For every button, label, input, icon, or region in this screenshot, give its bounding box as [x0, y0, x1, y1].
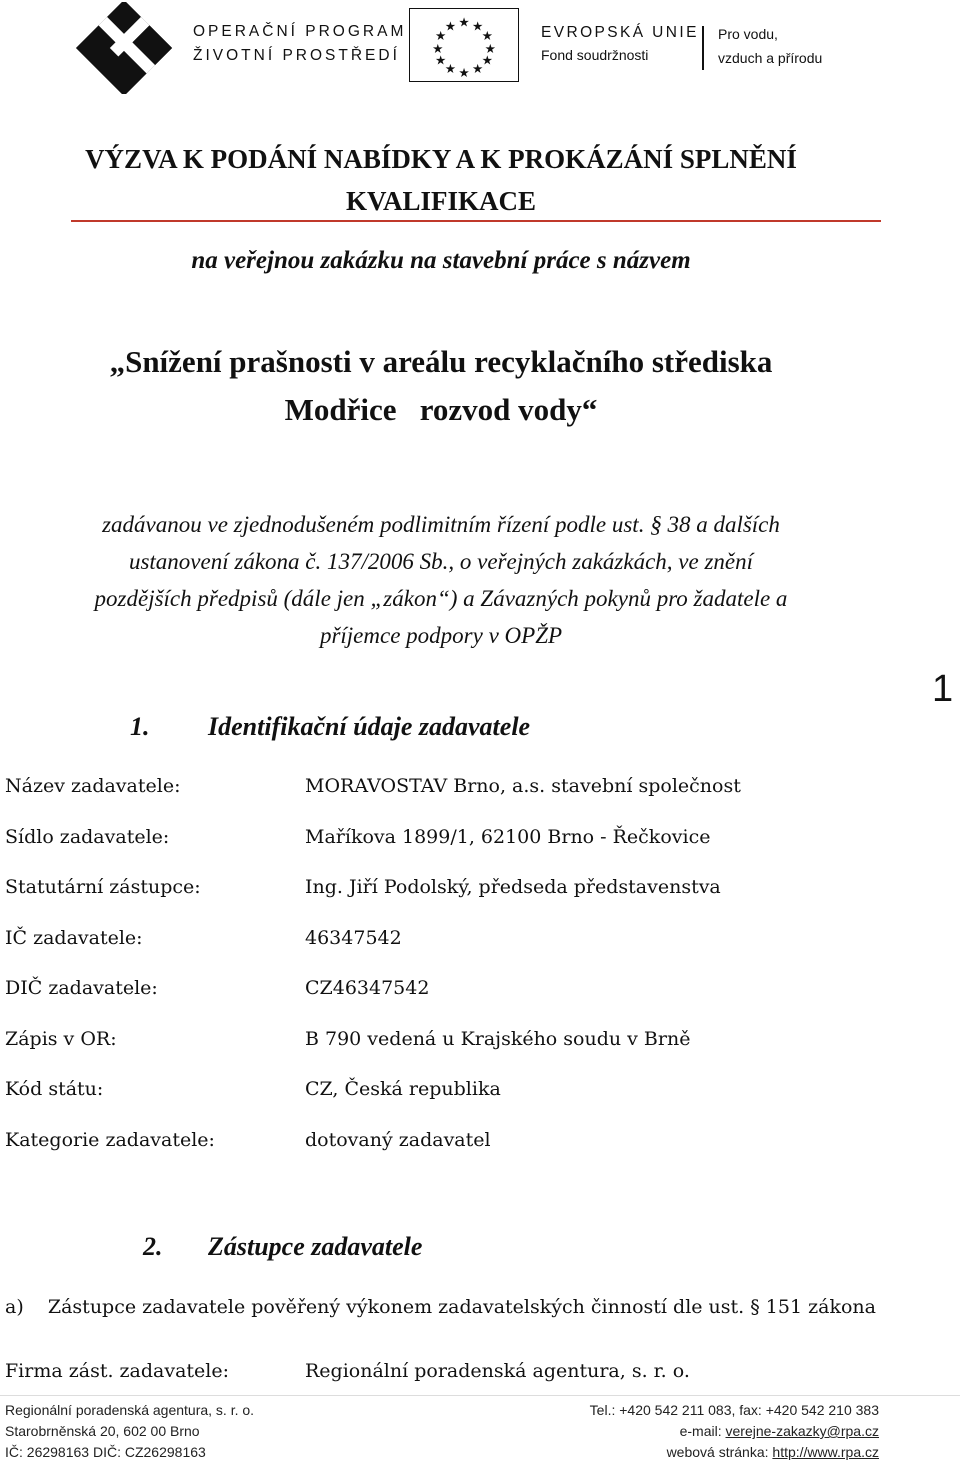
footer-email-prefix: e-mail:	[679, 1423, 726, 1439]
label-nazev: Název zadavatele:	[5, 775, 181, 797]
svg-text:★: ★	[471, 18, 484, 34]
label-sidlo: Sídlo zadavatele:	[5, 826, 170, 848]
procedure-line3: pozdějších předpisů (dále jen „zákon“) a Závazných pokynů pro žadatele a	[94, 586, 788, 611]
eu-line2: Fond soudržnosti	[541, 47, 649, 63]
value-kod-statu: CZ, Česká republika	[305, 1078, 501, 1100]
footer-company-name: Regionální poradenská agentura, s. r. o.	[5, 1402, 255, 1418]
section2-paragraph-a: a) Zástupce zadavatele pověřený výkonem zadavatelských činností dle ust. § 151 zákona	[5, 1296, 876, 1318]
svg-text:★: ★	[434, 52, 447, 68]
procedure-line4: příjemce podpory v OPŽP	[319, 623, 563, 648]
footer-web-link[interactable]: http://www.rpa.cz	[772, 1444, 879, 1460]
svg-text:★: ★	[481, 28, 494, 44]
value-kategorie: dotovaný zadavatel	[305, 1129, 491, 1151]
op-program-name	[193, 20, 406, 68]
document-title	[0, 138, 882, 222]
svg-text:★: ★	[444, 61, 457, 77]
eu-flag-icon	[409, 8, 519, 82]
footer-phone: Tel.: +420 542 211 083, fax: +420 542 210 383	[589, 1402, 879, 1418]
value-ic: 46347542	[305, 927, 402, 949]
footer-ids: IČ: 26298163 DIČ: CZ26298163	[5, 1444, 206, 1460]
eu-fund-name	[541, 22, 699, 66]
op-line2: ŽIVOTNÍ PROSTŘEDÍ	[193, 47, 400, 64]
footer-company	[5, 1400, 254, 1463]
section1-number: 1.	[130, 712, 150, 741]
eu-line1: EVROPSKÁ UNIE	[541, 24, 699, 41]
document-subtitle: na veřejnou zakázku na stavební práce s názvem	[191, 247, 691, 274]
value-nazev: MORAVOSTAV Brno, a.s. stavební společnost	[305, 775, 741, 797]
title-line2: KVALIFIKACE	[345, 186, 537, 216]
project-line1: „Snížení prašnosti v areálu recyklačního střediska	[109, 344, 773, 379]
section2-number: 2.	[143, 1232, 163, 1261]
procedure-description	[20, 506, 862, 654]
label-or: Zápis v OR:	[5, 1028, 117, 1050]
svg-text:★: ★	[444, 18, 457, 34]
value-firma: Regionální poradenská agentura, s. r. o.	[305, 1360, 690, 1382]
svg-text:★: ★	[481, 52, 494, 68]
label-kod-statu: Kód státu:	[5, 1078, 104, 1100]
footer-email-line	[590, 1421, 879, 1442]
slogan-line2: vzduch a přírodu	[718, 50, 823, 66]
slogan-line1: Pro vodu,	[718, 26, 778, 42]
value-statutar: Ing. Jiří Podolský, předseda představenstva	[305, 876, 721, 898]
footer-contact	[590, 1400, 879, 1463]
project-name	[0, 338, 882, 434]
label-firma: Firma zást. zadavatele:	[5, 1360, 230, 1382]
label-kategorie: Kategorie zadavatele:	[5, 1129, 215, 1151]
section2-heading: Zástupce zadavatele	[208, 1232, 423, 1261]
label-ic: IČ zadavatele:	[5, 927, 143, 949]
footer-web-prefix: webová stránka:	[666, 1444, 773, 1460]
footer-divider	[0, 1395, 960, 1396]
footer-web-line	[590, 1442, 879, 1463]
value-or: B 790 vedená u Krajského soudu v Brně	[305, 1028, 691, 1050]
op-line1: OPERAČNÍ PROGRAM	[193, 23, 407, 40]
svg-text:★: ★	[471, 61, 484, 77]
header-divider	[702, 26, 704, 70]
label-statutar: Statutární zástupce:	[5, 876, 201, 898]
procedure-line1: zadávanou ve zjednodušeném podlimitním řízení podle ust. § 38 a dalších	[102, 512, 780, 537]
title-line1: VÝZVA K PODÁNÍ NABÍDKY A K PROKÁZÁNÍ SPLNĚNÍ	[85, 144, 797, 174]
op-zp-logo-icon	[58, 2, 190, 94]
title-underline	[71, 220, 881, 222]
footer-email-link[interactable]: verejne-zakazky@rpa.cz	[725, 1423, 879, 1439]
value-dic: CZ46347542	[305, 977, 430, 999]
svg-text:★: ★	[484, 40, 496, 56]
value-sidlo: Maříkova 1899/1, 62100 Brno - Řečkovice	[305, 826, 711, 848]
page-number: 1	[932, 668, 954, 710]
svg-text:★: ★	[458, 65, 470, 81]
svg-text:★: ★	[432, 40, 444, 56]
label-dic: DIČ zadavatele:	[5, 977, 158, 999]
procedure-line2: ustanovení zákona č. 137/2006 Sb., o veřejných zakázkách, ve znění	[128, 549, 754, 574]
slogan	[718, 22, 822, 70]
footer-address: Starobrněnská 20, 602 00 Brno	[5, 1423, 200, 1439]
svg-text:★: ★	[458, 14, 470, 30]
project-line2: Modřice rozvod vody“	[284, 392, 598, 427]
section1-heading: Identifikační údaje zadavatele	[208, 712, 531, 741]
svg-text:★: ★	[434, 28, 447, 44]
